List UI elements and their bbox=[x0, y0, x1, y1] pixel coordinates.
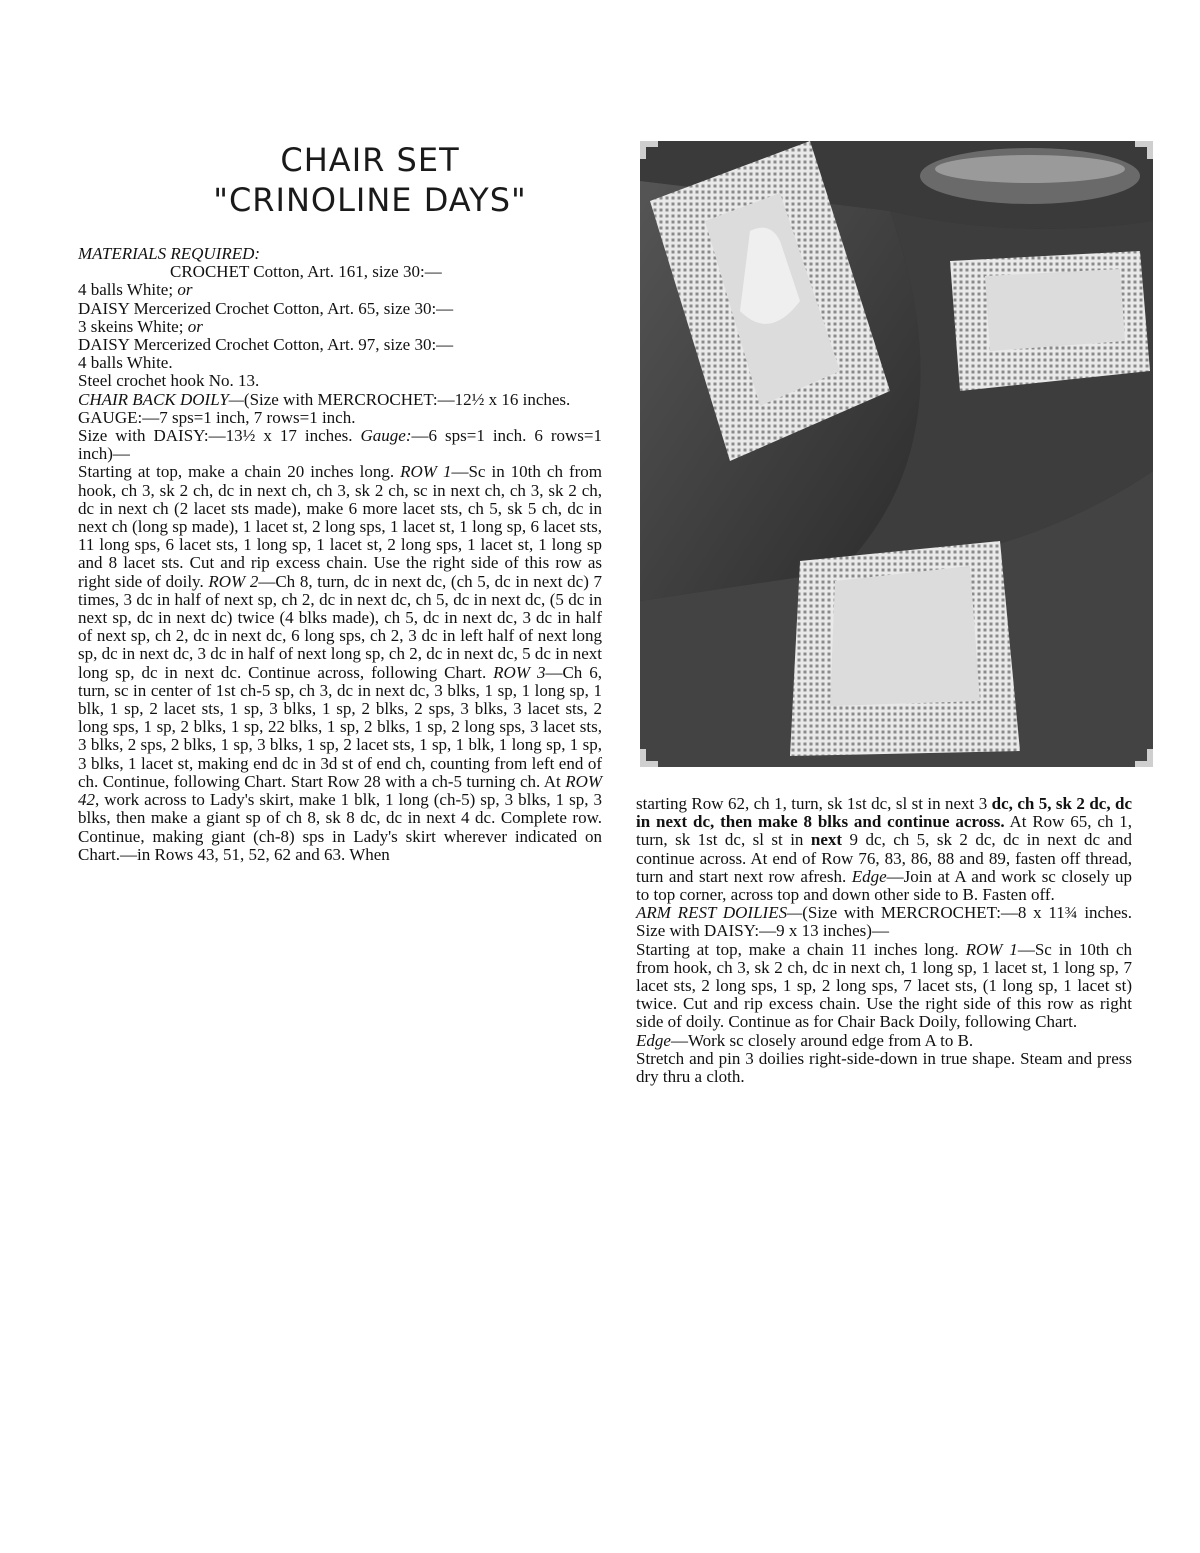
arm-rest-doily-front bbox=[790, 541, 1020, 756]
instructions-paragraph: Starting at top, make a chain 11 inches long. ROW 1—Sc in 10th ch from hook, ch 3, sk 2 ch, dc in next ch, 1 long sp, 1 lacet st, 1 long sp, 7 lacet sts, 2 long sps, 1 sp, 2 long sps, 7 lacet sts, (1 long sp, 1 lacet st) twice. Cut and rip excess chain. Use the right side of this row as right side of doily. Continue as for Chair Back Doily, following Chart. bbox=[636, 939, 1132, 1032]
arm-rest-heading: ARM REST DOILIES—(Size with MERCROCHET:—8 x 11¾ inches. Size with DAISY:—9 x 13 inches)— bbox=[636, 903, 1132, 941]
material-line: 4 balls White. bbox=[78, 353, 173, 373]
arm-rest-doily-right bbox=[950, 251, 1150, 391]
instructions-paragraph: Starting at top, make a chain 20 inches long. ROW 1—Sc in 10th ch from hook, ch 3, sk 2 ch, dc in next ch, ch 3, sk 2 ch, sc in next ch, ch 3, sk 2 ch, dc in next ch (2 lacet sts made), make 6 more lacet sts, ch 5, sk 5 ch, dc in next ch (long sp made), 1 lacet st, 2 long sps, 1 lacet st, 1 long sp, 6 lacet sts, 11 long sps, 6 lacet sts, 1 long sp, 1 lacet st, 2 long sps, 1 lacet st, 1 long sp and 8 lacet sts. Cut and rip excess chain. Use the right side of this row as right side of doily. ROW 2—Ch 8, turn, dc in next dc, (ch 5, dc in next dc) 7 times, 3 dc in half of next sp, ch 2, dc in next dc, ch 5, dc in next dc, (5 dc in next sp, dc in next dc) twice (4 blks made), ch 5, dc in next dc, 3 dc in half of next sp, ch 2, dc in next dc, 6 long sps, ch 2, 3 dc in left half of next long sp, dc in next dc, 3 dc in half of next long sp, ch 2, dc in next dc, 5 dc in next long sp, dc in next dc. Continue across, following Chart. ROW 3—Ch 6, turn, sc in center of 1st ch-5 sp, ch 3, dc in next dc, 3 blks, 1 sp, 1 long sp, 1 blk, 1 sp, 2 lacet sts, 1 sp, 3 blks, 1 sp, 2 blks, 2 sps, 3 blks, 3 lacet sts, 2 long sps, 1 sp, 2 blks, 1 sp, 22 blks, 1 sp, 2 blks, 1 sp, 2 long sps, 3 lacet sts, 3 blks, 2 sps, 2 blks, 1 sp, 3 blks, 1 sp, 2 lacet sts, 1 sp, 1 blk, 1 long sp, 1 sp, 3 blks, 1 lacet st, making end dc in 3d st of end ch, counting from left end of ch. Continue, following Chart. Start Row 28 with a ch-5 turning ch. At ROW 42, work across to Lady's skirt, make 1 blk, 1 long (ch-5) sp, 3 blks, 1 sp, 3 blks, then make a giant sp of ch 8, sk 8 dc, dc in next 4 dc. Complete row. Continue, making giant (ch-8) sps in Lady's skirt wherever indicated on Chart.—in Rows 43, 51, 52, 62 and 63. When bbox=[78, 462, 603, 864]
material-line: 4 balls White; or bbox=[78, 280, 193, 300]
edge-line: Edge—Work sc closely around edge from A to B. bbox=[636, 1030, 974, 1050]
material-line: DAISY Mercerized Crochet Cotton, Art. 97, size 30:— bbox=[78, 335, 454, 355]
gauge-line: GAUGE:—7 sps=1 inch, 7 rows=1 inch. bbox=[78, 407, 356, 427]
page-title bbox=[120, 140, 620, 220]
chair-back-heading: CHAIR BACK DOILY—(Size with MERCROCHET:—12½ x 16 inches. bbox=[78, 389, 571, 409]
material-line: DAISY Mercerized Crochet Cotton, Art. 65, size 30:— bbox=[78, 298, 454, 318]
material-line: 3 skeins White; or bbox=[78, 316, 203, 336]
right-column bbox=[636, 795, 1132, 1086]
chair-set-photo bbox=[640, 141, 1153, 767]
left-column bbox=[78, 245, 602, 864]
material-line: Steel crochet hook No. 13. bbox=[78, 371, 260, 391]
daisy-size-line: Size with DAISY:—13½ x 17 inches. Gauge:—6 sps=1 inch. 6 rows=1 inch)— bbox=[78, 426, 602, 464]
material-line: CROCHET Cotton, Art. 161, size 30:— bbox=[170, 262, 442, 282]
materials-heading: MATERIALS REQUIRED: bbox=[78, 244, 261, 263]
title-line-2: "CRINOLINE DAYS" bbox=[213, 181, 527, 219]
finishing-paragraph: Stretch and pin 3 doilies right-side-down in true shape. Steam and press dry thru a cloth. bbox=[636, 1048, 1132, 1087]
instructions-paragraph: starting Row 62, ch 1, turn, sk 1st dc, sl st in next 3 dc, ch 5, sk 2 dc, dc in next dc, then make 8 blks and continue across. At Row 65, ch 1, turn, sk 1st dc, sl st in next 9 dc, ch 5, sk 2 dc, dc in next dc and continue across. At end of Row 76, 83, 86, 88 and 89, fasten off thread, turn and start next row afresh. Edge—Join at A and work sc closely up to top corner, across top and down other side to B. Fasten off. bbox=[636, 794, 1133, 905]
title-line-1: CHAIR SET bbox=[280, 141, 460, 179]
